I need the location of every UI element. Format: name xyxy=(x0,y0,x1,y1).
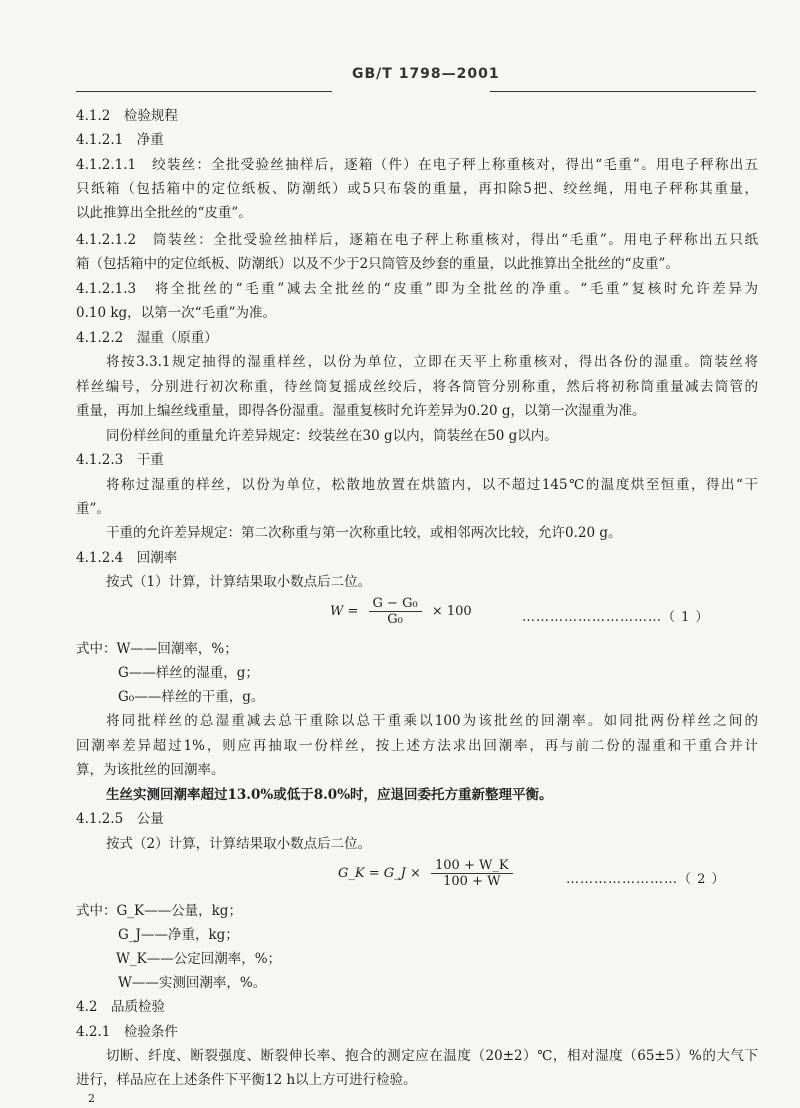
section-heading: 4.1.2.1 净重 xyxy=(76,132,164,148)
paragraph-line: 生丝实测回潮率超过13.0%或低于8.0%时，应退回委托方重新整理平衡。 xyxy=(106,787,553,803)
symbol-definition: 式中：G_K——公量，kg； xyxy=(76,903,242,919)
section-heading: 4.1.2.2 湿重（原重） xyxy=(76,330,218,346)
symbol-definition: W——实测回潮率，%。 xyxy=(118,975,267,991)
paragraph-line: 切断、纤度、断裂强度、断裂伸长率、抱合的测定应在温度（20±2）℃，相对湿度（65±5）%的大气下 xyxy=(106,1048,758,1064)
paragraph-line: 样丝编号，分别进行初次称重，待丝筒复摇成丝绞后，将各筒管分别称重，然后将初称筒重量减去筒管的 xyxy=(76,379,758,395)
paragraph-line: 0.10 kg，以第一次“毛重”为准。 xyxy=(76,305,276,321)
standard-number: GB/T 1798—2001 xyxy=(352,66,500,82)
section-heading: 4.1.2.3 干重 xyxy=(76,452,164,468)
formula-2-lhs: G_K = G_J × xyxy=(338,866,421,881)
paragraph-line: 将称过湿重的样丝，以份为单位，松散地放置在烘篮内，以不超过145℃的温度烘至恒重，得出“干 xyxy=(106,477,758,493)
formula-2-numerator: 100 + W_K xyxy=(431,858,513,874)
formula-2 xyxy=(338,858,519,889)
paragraph-line: 按式（1）计算，计算结果取小数点后二位。 xyxy=(106,574,372,590)
header-rule-left xyxy=(76,91,332,92)
paragraph-line: 以此推算出全批丝的“皮重”。 xyxy=(76,205,252,221)
paragraph-line: 按式（2）计算，计算结果取小数点后二位。 xyxy=(106,836,372,852)
paragraph-line: 箱（包括箱中的定位纸板、防潮纸）以及不少于2只筒管及纱套的重量，以此推算出全批丝的“皮重”。 xyxy=(76,256,679,272)
formula-1 xyxy=(330,596,472,627)
paragraph-line: 重”。 xyxy=(76,501,110,517)
symbol-definition: G——样丝的湿重，g； xyxy=(118,665,259,681)
paragraph-line: 干重的允许差异规定：第二次称重与第一次称重比较，或相邻两次比较，允许0.20 g。 xyxy=(106,525,622,541)
formula-2-number: ……………………（ 2 ） xyxy=(566,872,726,887)
page-number: 2 xyxy=(88,1092,95,1105)
formula-1-fraction xyxy=(369,596,422,627)
paragraph-line: 将同批样丝的总湿重减去总干重除以总干重乘以100为该批丝的回潮率。如同批两份样丝之间的 xyxy=(106,713,758,729)
formula-2-fraction xyxy=(431,858,513,889)
formula-1-denominator: G₀ xyxy=(387,612,403,627)
section-heading: 4.2.1 检验条件 xyxy=(76,1024,178,1040)
formula-1-numerator: G − G₀ xyxy=(369,596,422,612)
formula-1-lhs: W = xyxy=(330,604,359,619)
section-heading: 4.2 品质检验 xyxy=(76,999,165,1015)
formula-1-rhs: × 100 xyxy=(431,604,472,619)
paragraph-line: 将按3.3.1规定抽得的湿重样丝，以份为单位，立即在天平上称重核对，得出各份的湿重。筒装丝将 xyxy=(106,354,758,370)
symbol-definition: W_K——公定回潮率，%； xyxy=(116,951,282,967)
symbol-definition: G₀——样丝的干重，g。 xyxy=(118,689,265,705)
paragraph-line: 回潮率差异超过1%，则应再抽取一份样丝，按上述方法求出回潮率，再与前二份的湿重和干重合并计 xyxy=(76,738,758,754)
paragraph-line: 只纸箱（包括箱中的定位纸板、防潮纸）或5只布袋的重量，再扣除5把、绞丝绳，用电子秤称其重量， xyxy=(76,181,758,197)
section-heading: 4.1.2.4 回潮率 xyxy=(76,550,178,566)
formula-2-denominator: 100 + W xyxy=(443,874,501,889)
header-rule-right xyxy=(490,91,756,92)
formula-1-number: …………………………（ 1 ） xyxy=(522,610,710,625)
paragraph-line: 4.1.2.1.2 筒装丝：全批受验丝抽样后，逐箱在电子秤上称重核对，得出“毛重”。用电子秤称出五只纸 xyxy=(76,232,758,248)
symbol-definition: G_J——净重，kg； xyxy=(118,927,239,943)
section-heading: 4.1.2.5 公量 xyxy=(76,811,164,827)
paragraph-line: 4.1.2.1.1 绞装丝：全批受验丝抽样后，逐箱（件）在电子秤上称重核对，得出“毛重”。用电子秤称出五 xyxy=(76,157,758,173)
symbol-definition: 式中：W——回潮率，%； xyxy=(76,641,238,657)
paragraph-line: 同份样丝间的重量允许差异规定：绞装丝在30 g以内，筒装丝在50 g以内。 xyxy=(106,428,558,444)
paragraph-line: 4.1.2.1.3 将全批丝的“毛重”减去全批丝的“皮重”即为全批丝的净重。“毛重”复核时允许差异为 xyxy=(76,281,758,297)
paragraph-line: 算，为该批丝的回潮率。 xyxy=(76,762,225,778)
paragraph-line: 重量，再加上编丝线重量，即得各份湿重。湿重复核时允许差异为0.20 g，以第一次湿重为准。 xyxy=(76,403,646,419)
paragraph-line: 进行，样品应在上述条件下平衡12 h以上方可进行检验。 xyxy=(76,1072,417,1088)
section-heading: 4.1.2 检验规程 xyxy=(76,108,178,124)
